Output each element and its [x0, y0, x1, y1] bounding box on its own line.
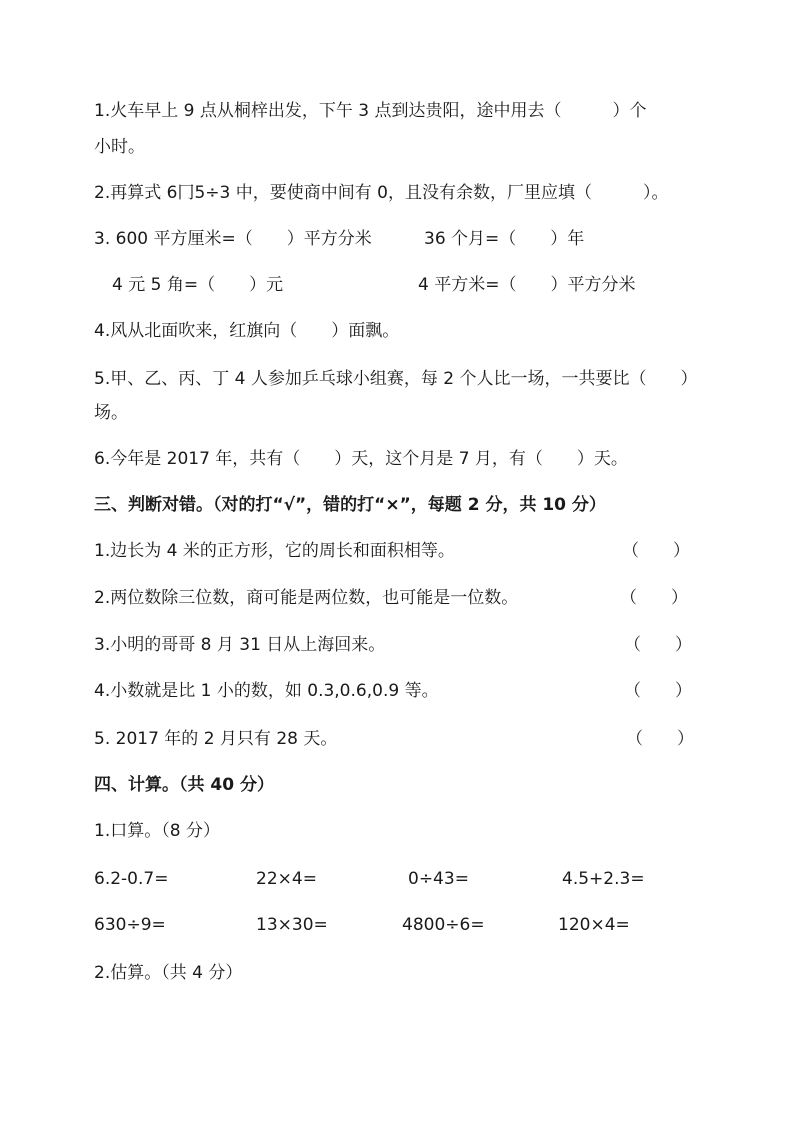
judge-item-5: 5. 2017 年的 2 月只有 28 天。 [94, 729, 338, 749]
oral-problem: 630÷9= [94, 915, 166, 935]
q1-line2: 小时。 [94, 137, 145, 157]
oral-problem: 13×30= [256, 915, 328, 935]
estimate-title: 2.估算。（共 4 分） [94, 963, 243, 983]
q3-c: 4 元 5 角=（ ）元 [112, 275, 284, 295]
oral-problem: 6.2-0.7= [94, 869, 169, 889]
oral-problem: 4.5+2.3= [562, 869, 645, 889]
judge-answer-2[interactable]: （ ） [620, 588, 688, 608]
judge-item-2: 2.两位数除三位数，商可能是两位数，也可能是一位数。 [94, 588, 519, 608]
q6: 6.今年是 2017 年，共有（ ）天，这个月是 7 月，有（ ）天。 [94, 449, 628, 469]
q3-b: 36 个月=（ ）年 [424, 229, 585, 249]
judge-item-1: 1.边长为 4 米的正方形，它的周长和面积相等。 [94, 541, 455, 561]
oral-problem: 4800÷6= [402, 915, 485, 935]
q3-d: 4 平方米=（ ）平方分米 [418, 275, 636, 295]
oral-problem: 120×4= [558, 915, 630, 935]
calc-heading: 四、计算。（共 40 分） [94, 775, 274, 795]
judge-item-3: 3.小明的哥哥 8 月 31 日从上海回来。 [94, 635, 386, 655]
oral-problem: 0÷43= [408, 869, 469, 889]
judge-answer-5[interactable]: （ ） [626, 729, 694, 749]
judge-answer-1[interactable]: （ ） [622, 541, 690, 561]
q4: 4.风从北面吹来，红旗向（ ）面飘。 [94, 321, 400, 341]
q3-a: 3. 600 平方厘米=（ ）平方分米 [94, 229, 372, 249]
q1-line1: 1.火车早上 9 点从桐梓出发，下午 3 点到达贵阳，途中用去（ ）个 [94, 101, 647, 121]
judge-answer-4[interactable]: （ ） [624, 681, 692, 701]
judge-heading: 三、判断对错。（对的打“√”，错的打“×”，每题 2 分，共 10 分） [94, 495, 606, 515]
q5-line1: 5.甲、乙、丙、丁 4 人参加乒乓球小组赛，每 2 个人比一场，一共要比（ ） [94, 369, 698, 389]
judge-answer-3[interactable]: （ ） [624, 635, 692, 655]
q5-line2: 场。 [94, 403, 128, 423]
judge-item-4: 4.小数就是比 1 小的数，如 0.3,0.6,0.9 等。 [94, 681, 439, 701]
oral-problem: 22×4= [256, 869, 317, 889]
q2: 2.再算式 6冂5÷3 中，要使商中间有 0，且没有余数，厂里应填（ ）。 [94, 183, 669, 203]
oral-calc-title: 1.口算。（8 分） [94, 821, 220, 841]
